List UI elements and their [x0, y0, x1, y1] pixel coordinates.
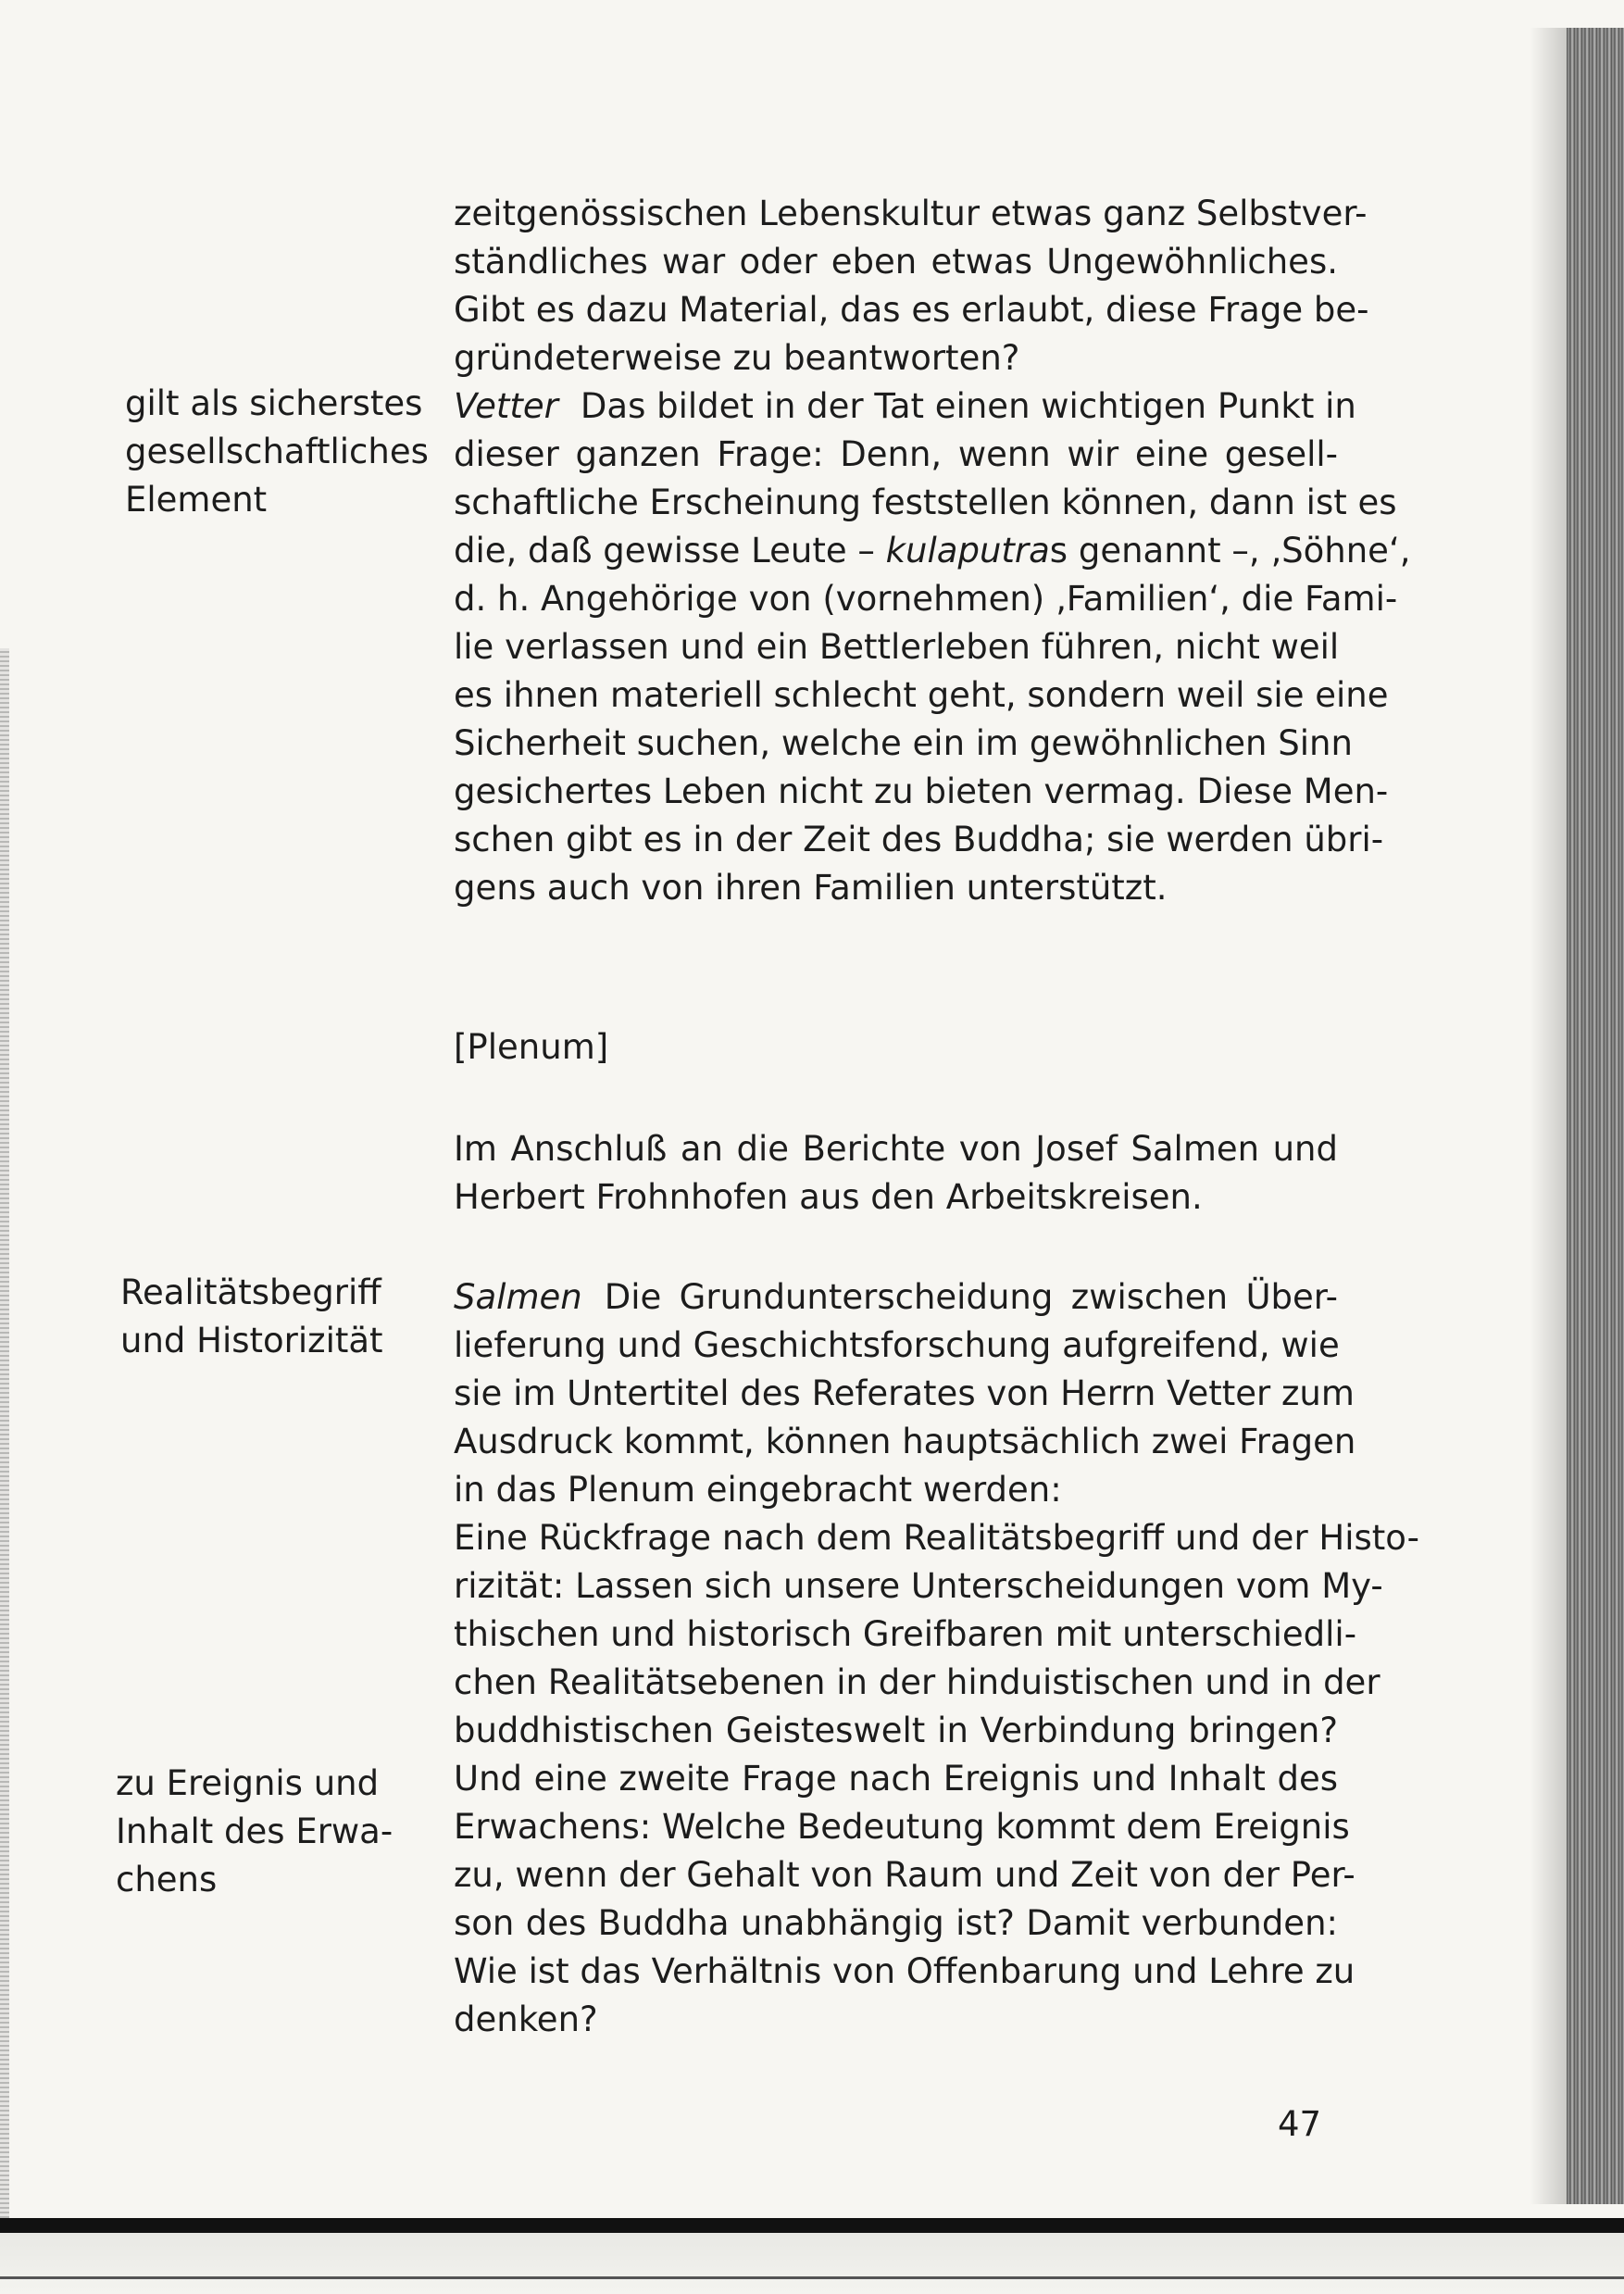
left-page-edge — [0, 648, 9, 2223]
text-line: thischen und historisch Greifbaren mit unterschiedli- — [454, 1614, 1357, 1654]
margin-note-line: zu Ereignis und — [116, 1763, 380, 1803]
text-line — [454, 527, 1411, 575]
book-spine-shadow — [1567, 28, 1624, 2204]
text-line: sie im Untertitel des Referates von Herrn Vetter zum — [454, 1373, 1355, 1413]
scan-bottom-strip — [0, 2233, 1624, 2294]
text-line: gens auch von ihren Familien unterstützt. — [454, 868, 1168, 908]
text-line: ständliches war oder eben etwas Ungewöhnliches. — [454, 242, 1338, 282]
italic-term: kulaputra — [885, 531, 1050, 570]
text-line: Gibt es dazu Material, das es erlaubt, diese Frage be- — [454, 290, 1369, 330]
text-line: chen Realitätsebenen in der hinduistischen und in der — [454, 1662, 1380, 1702]
page-number: 47 — [1278, 2104, 1322, 2144]
text-line: Und eine zweite Frage nach Ereignis und Inhalt des — [454, 1759, 1338, 1799]
scan-bottom-bar — [0, 2218, 1624, 2233]
gutter-shadow — [1530, 28, 1567, 2204]
text-line: Eine Rückfrage nach dem Realitätsbegriff und der Histo- — [454, 1518, 1419, 1558]
margin-note-line: und Historizität — [120, 1321, 383, 1360]
scan-bottom-line — [0, 2276, 1624, 2279]
text-span: Das bildet in der Tat einen wichtigen Punkt in — [580, 386, 1356, 426]
margin-note-line: chens — [116, 1860, 218, 1899]
text-line: Im Anschluß an die Berichte von Josef Salmen und — [454, 1129, 1338, 1169]
text-line: rizität: Lassen sich unsere Unterscheidungen vom My- — [454, 1566, 1383, 1606]
text-line: dieser ganzen Frage: Denn, wenn wir eine gesell- — [454, 434, 1338, 474]
text-line: Ausdruck kommt, können hauptsächlich zwei Fragen — [454, 1422, 1356, 1461]
text-span: Die Grundunterscheidung zwischen Über- — [604, 1277, 1338, 1317]
text-line: son des Buddha unabhängig ist? Damit verbunden: — [454, 1903, 1338, 1943]
text-line: zu, wenn der Gehalt von Raum und Zeit von der Per- — [454, 1855, 1355, 1895]
margin-note-line: Realitätsbegriff — [120, 1272, 381, 1312]
margin-note-line: Inhalt des Erwa- — [116, 1811, 394, 1851]
text-line: gründeterweise zu beantworten? — [454, 338, 1020, 378]
text-line: schaftliche Erscheinung feststellen können, dann ist es — [454, 483, 1397, 522]
text-line — [454, 382, 1356, 431]
text-span: die, daß gewisse Leute – — [454, 531, 875, 570]
text-line: zeitgenössischen Lebenskultur etwas ganz Selbstver- — [454, 194, 1368, 233]
text-line: Wie ist das Verhältnis von Offenbarung und Lehre zu — [454, 1951, 1355, 1991]
text-line: denken? — [454, 1999, 598, 2039]
speaker-name: Vetter — [454, 386, 558, 426]
margin-note-line: gilt als sicherstes — [125, 383, 423, 423]
text-line: es ihnen materiell schlecht geht, sondern weil sie eine — [454, 675, 1389, 715]
text-line: schen gibt es in der Zeit des Buddha; sie werden übri- — [454, 820, 1384, 859]
text-line: in das Plenum eingebracht werden: — [454, 1470, 1062, 1510]
text-line: lieferung und Geschichtsforschung aufgreifend, wie — [454, 1325, 1340, 1365]
section-heading: [Plenum] — [454, 1027, 609, 1067]
margin-note-line: gesellschaftliches — [125, 432, 429, 471]
text-line: Erwachens: Welche Bedeutung kommt dem Ereignis — [454, 1807, 1350, 1847]
text-line: Herbert Frohnhofen aus den Arbeitskreisen. — [454, 1177, 1203, 1217]
text-line: lie verlassen und ein Bettlerleben führen, nicht weil — [454, 627, 1340, 667]
text-span: s genannt –, ‚Söhne‘, — [1049, 531, 1411, 570]
text-line: gesichertes Leben nicht zu bieten vermag. Diese Men- — [454, 771, 1389, 811]
speaker-name: Salmen — [454, 1277, 582, 1317]
margin-note-line: Element — [125, 480, 268, 520]
text-line: d. h. Angehörige von (vornehmen) ‚Familien‘, die Fami- — [454, 579, 1398, 619]
text-line — [454, 1273, 1338, 1322]
text-line: buddhistischen Geisteswelt in Verbindung bringen? — [454, 1711, 1338, 1750]
text-line: Sicherheit suchen, welche ein im gewöhnlichen Sinn — [454, 723, 1353, 763]
